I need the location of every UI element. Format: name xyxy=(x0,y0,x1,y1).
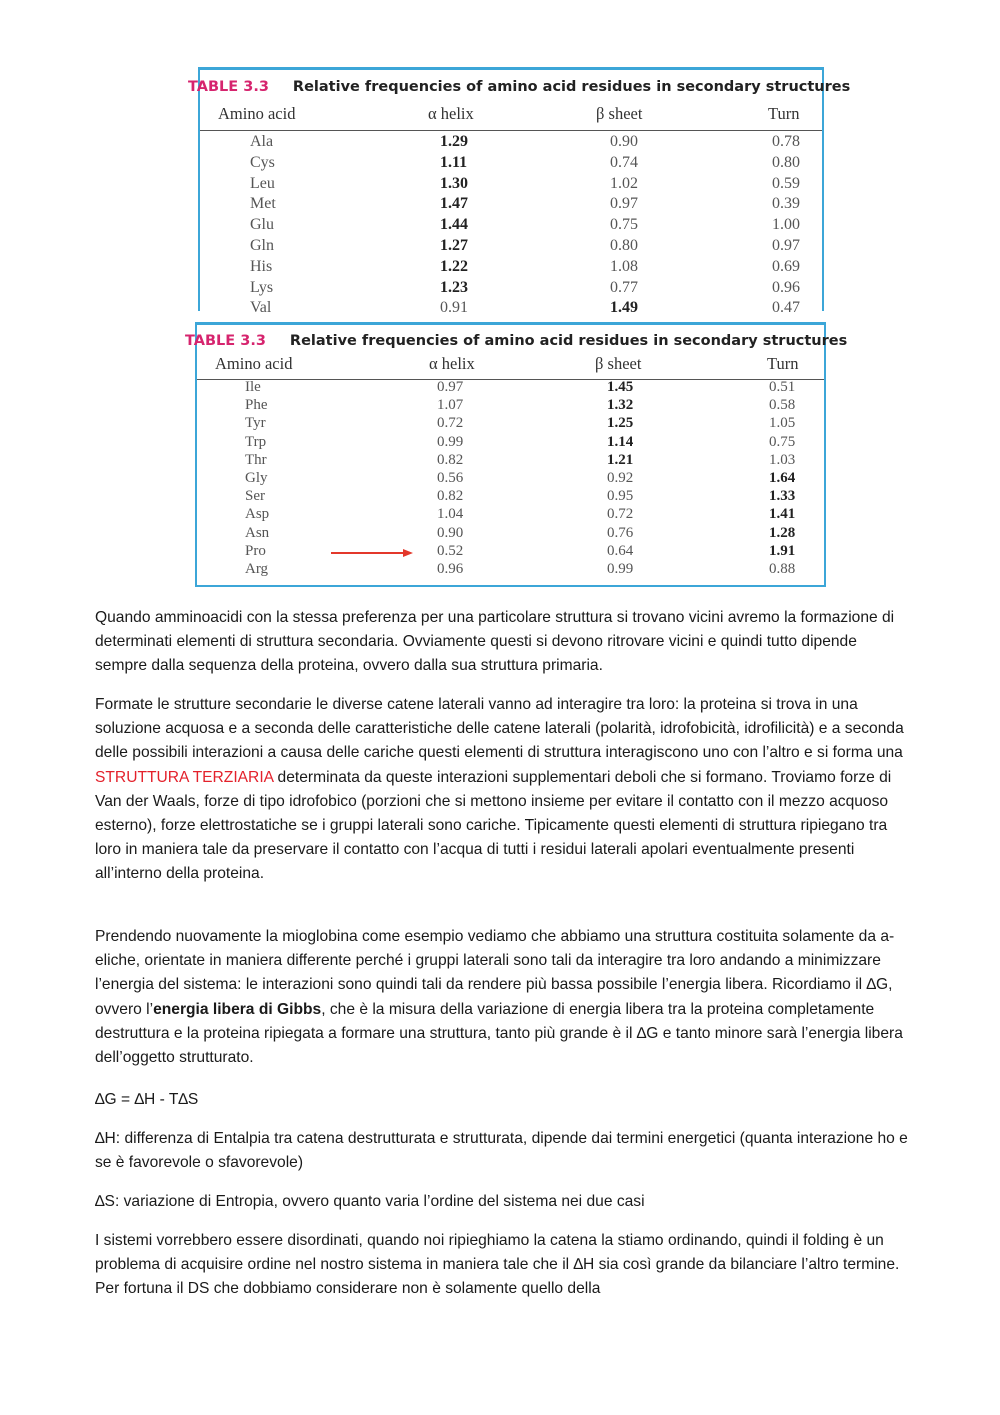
table-row xyxy=(200,216,822,237)
amino-acid-cell: Ile xyxy=(245,379,261,395)
alpha-helix-cell: 0.82 xyxy=(437,488,464,505)
amino-acid-cell: Arg xyxy=(245,561,269,577)
paragraph-1-text: Quando amminoacidi con la stessa preferenza per una particolare struttura si trovano vicini avremo la formazione di determinati elementi di struttura secondaria. Ovviamente questi si devono ritrovare vicini e quindi tutto dipende sempre dalla sequenza della proteina, ovvero dalla sua struttura primaria. xyxy=(95,609,895,675)
alpha-helix-cell: 1.23 xyxy=(440,278,468,296)
table-row xyxy=(200,258,822,279)
gibbs-energy-term: energia libera di Gibbs xyxy=(153,1000,322,1018)
alpha-helix-cell: 1.22 xyxy=(440,257,468,275)
table-row xyxy=(197,470,824,488)
alpha-helix-cell: 0.56 xyxy=(437,470,464,486)
alpha-helix-cell: 1.30 xyxy=(440,174,468,192)
turn-cell: 1.41 xyxy=(769,506,796,523)
alpha-helix-cell: 1.47 xyxy=(440,195,468,213)
alpha-helix-cell: 0.72 xyxy=(437,415,464,432)
amino-acid-cell: Trp xyxy=(245,433,267,450)
paragraph-2-text xyxy=(95,693,910,887)
amino-acid-cell: Leu xyxy=(250,174,275,192)
beta-sheet-cell: 1.49 xyxy=(610,299,638,317)
turn-cell: 1.00 xyxy=(772,216,800,234)
table-1 xyxy=(188,67,851,317)
enthalpy-definition xyxy=(95,1127,910,1175)
table-row xyxy=(200,175,822,196)
turn-cell: 0.75 xyxy=(769,433,796,450)
turn-cell: 0.47 xyxy=(772,299,800,317)
entropy-definition-text: ∆S: variazione di Entropia, ovvero quanto varia l’ordine del sistema nei due casi xyxy=(95,1193,645,1210)
turn-cell: 1.03 xyxy=(769,451,796,468)
table-row xyxy=(197,434,824,452)
amino-acid-cell: Ser xyxy=(245,488,265,505)
amino-acid-cell: Ala xyxy=(250,133,274,150)
table-row xyxy=(200,133,822,154)
beta-sheet-cell: 0.95 xyxy=(607,488,634,505)
table-label: TABLE 3.3 xyxy=(185,333,266,349)
enthalpy-definition-text: ∆H: differenza di Entalpia tra catena destrutturata e strutturata, dipende dai termini energetici (quanta interazione ho e se è favorevole o sfavorevole) xyxy=(95,1130,908,1172)
col-amino-acid: Amino acid xyxy=(215,354,293,373)
alpha-helix-cell: 1.07 xyxy=(437,397,464,414)
amino-acid-cell: Gln xyxy=(250,237,274,254)
table-caption: Relative frequencies of amino acid residues in secondary structures xyxy=(289,333,848,349)
alpha-helix-cell: 1.29 xyxy=(440,133,468,150)
paragraph-7-text: I sistemi vorrebbero essere disordinati, quando noi ripieghiamo la catena la stiamo ordinando, quindi il folding è un problema di acquisire ordine nel nostro sistema in maniera tale che il ∆H sia così grande da bilanciare l’altro termine. Per fortuna il DS che dobbiamo considerare non è solamente quello della xyxy=(95,1232,900,1298)
alpha-helix-cell: 0.52 xyxy=(437,542,464,559)
turn-cell: 0.59 xyxy=(772,174,800,192)
beta-sheet-cell: 0.80 xyxy=(610,237,638,254)
paragraph-2-part-a: Formate le strutture secondarie le diverse catene laterali vanno ad interagire tra loro: la proteina si trova in una soluzione acquosa e a seconda delle caratteristiche delle catene laterali (polarità, idrofobicità, idrofilicità) e a seconda delle possibili interazioni a causa delle cariche questi elementi di struttura interagiscono uno con l’altro e si forma una xyxy=(95,696,904,762)
amino-acid-cell: Pro xyxy=(245,542,266,559)
turn-cell: 1.28 xyxy=(769,524,796,541)
beta-sheet-cell: 1.02 xyxy=(610,174,638,192)
turn-cell: 0.78 xyxy=(772,133,800,150)
amino-acid-cell: Cys xyxy=(250,153,275,171)
gibbs-equation-text: ∆G = ∆H - T∆S xyxy=(95,1091,199,1108)
col-turn: Turn xyxy=(767,354,799,373)
amino-acid-cell: Asn xyxy=(245,524,270,541)
amino-acid-cell: Met xyxy=(250,195,276,213)
paragraph-1 xyxy=(95,606,910,679)
table-row xyxy=(197,525,824,543)
paragraph-2-part-b: determinata da queste interazioni supplementari deboli che si formano. Troviamo forze di Van der Waals, forze di tipo idrofobico (porzioni che si mettono insieme per evitare il contatto con il mezzo acquoso esterno), forze elettrostatiche se i gruppi laterali sono cariche. Tipicamente questi elementi di struttura ripiegano tra loro in maniera tale da preservare il contatto con l’acqua di tutti i residui laterali apolari eventualmente presenti all’interno della proteina. xyxy=(95,768,892,883)
table-row xyxy=(200,195,822,216)
table-row xyxy=(200,154,822,175)
amino-acid-cell: Thr xyxy=(245,451,267,468)
beta-sheet-cell: 0.97 xyxy=(610,195,638,213)
table-row xyxy=(200,279,822,300)
alpha-helix-cell: 0.91 xyxy=(440,299,468,317)
amino-acid-cell: Phe xyxy=(245,397,268,414)
entropy-definition xyxy=(95,1190,910,1214)
arrow-annotation xyxy=(331,547,421,559)
beta-sheet-cell: 0.75 xyxy=(610,216,638,234)
gibbs-equation xyxy=(95,1088,910,1112)
table-row xyxy=(200,237,822,258)
paragraph-3-part-a: Prendendo nuovamente la mioglobina come esempio vediamo che abbiamo una struttura costituita solamente da a-eliche, orientate in maniera differente perché i gruppi laterali sono tali da interagire tra loro andando a minimizzare l’energia del sistema: le interazioni sono quindi tali da rendere più bassa possibile l’energia libera. Ricordiamo il ∆G, ovvero l’ xyxy=(95,928,895,1018)
beta-sheet-cell: 0.72 xyxy=(607,506,634,523)
amino-acid-cell: Val xyxy=(250,299,272,317)
turn-cell: 1.64 xyxy=(769,470,796,486)
beta-sheet-cell: 0.77 xyxy=(610,278,638,296)
amino-acid-cell: His xyxy=(250,257,273,275)
beta-sheet-cell: 1.25 xyxy=(607,415,634,432)
turn-cell: 0.88 xyxy=(769,561,796,577)
table-2-header xyxy=(185,330,847,352)
turn-cell: 0.96 xyxy=(772,278,800,296)
table-2 xyxy=(185,322,848,587)
col-alpha-helix: α helix xyxy=(428,104,474,123)
table-row xyxy=(197,561,824,579)
alpha-helix-cell: 1.27 xyxy=(440,237,468,254)
col-beta-sheet: β sheet xyxy=(595,354,642,373)
col-turn: Turn xyxy=(768,104,800,123)
beta-sheet-cell: 1.21 xyxy=(607,451,634,468)
amino-acid-cell: Lys xyxy=(250,278,274,296)
amino-acid-cell: Glu xyxy=(250,216,274,234)
turn-cell: 0.39 xyxy=(772,195,800,213)
paragraph-2 xyxy=(95,693,910,887)
beta-sheet-cell: 0.90 xyxy=(610,133,638,150)
turn-cell: 1.91 xyxy=(769,542,796,559)
turn-cell: 0.80 xyxy=(772,153,800,171)
table-row xyxy=(197,379,824,397)
table-caption: Relative frequencies of amino acid residues in secondary structures xyxy=(292,79,851,95)
amino-acid-cell: Gly xyxy=(245,470,268,486)
table-row xyxy=(197,397,824,415)
alpha-helix-cell: 0.97 xyxy=(437,379,464,395)
turn-cell: 0.51 xyxy=(769,379,796,395)
arrow-head xyxy=(403,549,413,557)
paragraph-3-text xyxy=(95,925,910,1070)
paragraph-3 xyxy=(95,925,910,1070)
amino-acid-cell: Asp xyxy=(245,506,270,523)
alpha-helix-cell: 0.82 xyxy=(437,451,464,468)
alpha-helix-cell: 1.11 xyxy=(440,153,468,171)
table-row xyxy=(197,488,824,506)
beta-sheet-cell: 1.14 xyxy=(607,433,634,450)
table-row xyxy=(200,299,822,320)
table-1-column-headers xyxy=(200,100,822,131)
table-label: TABLE 3.3 xyxy=(188,79,269,95)
beta-sheet-cell: 0.74 xyxy=(610,153,638,171)
table-1-header xyxy=(188,76,850,98)
beta-sheet-cell: 0.99 xyxy=(607,561,634,577)
col-amino-acid: Amino acid xyxy=(218,104,296,123)
struttura-terziaria-highlight: STRUTTURA TERZIARIA xyxy=(95,768,274,786)
col-beta-sheet: β sheet xyxy=(596,104,643,123)
paragraph-3-part-b: , che è la misura della variazione di energia libera tra la proteina completamente destruttura e la proteina ripiegata a formare una struttura, tanto più grande è il ∆G e tanto minore sarà l’energia libera dell’oggetto strutturato. xyxy=(95,1000,903,1067)
paragraph-7 xyxy=(95,1229,910,1302)
alpha-helix-cell: 1.44 xyxy=(440,216,468,234)
alpha-helix-cell: 0.99 xyxy=(437,433,464,450)
alpha-helix-cell: 1.04 xyxy=(437,506,464,523)
beta-sheet-cell: 0.64 xyxy=(607,542,634,559)
turn-cell: 1.33 xyxy=(769,488,796,505)
table-2-column-headers xyxy=(197,352,824,380)
turn-cell: 0.97 xyxy=(772,237,800,254)
amino-acid-cell: Tyr xyxy=(245,415,266,432)
table-row xyxy=(197,543,824,561)
beta-sheet-cell: 1.45 xyxy=(607,379,634,395)
alpha-helix-cell: 0.90 xyxy=(437,524,464,541)
turn-cell: 0.69 xyxy=(772,257,800,275)
table-row xyxy=(197,506,824,524)
table-row xyxy=(197,452,824,470)
beta-sheet-cell: 0.76 xyxy=(607,524,634,541)
beta-sheet-cell: 1.08 xyxy=(610,257,638,275)
col-alpha-helix: α helix xyxy=(429,354,475,373)
table-row xyxy=(197,415,824,433)
beta-sheet-cell: 0.92 xyxy=(607,470,634,486)
alpha-helix-cell: 0.96 xyxy=(437,561,464,577)
turn-cell: 1.05 xyxy=(769,415,796,432)
beta-sheet-cell: 1.32 xyxy=(607,397,634,414)
turn-cell: 0.58 xyxy=(769,397,796,414)
